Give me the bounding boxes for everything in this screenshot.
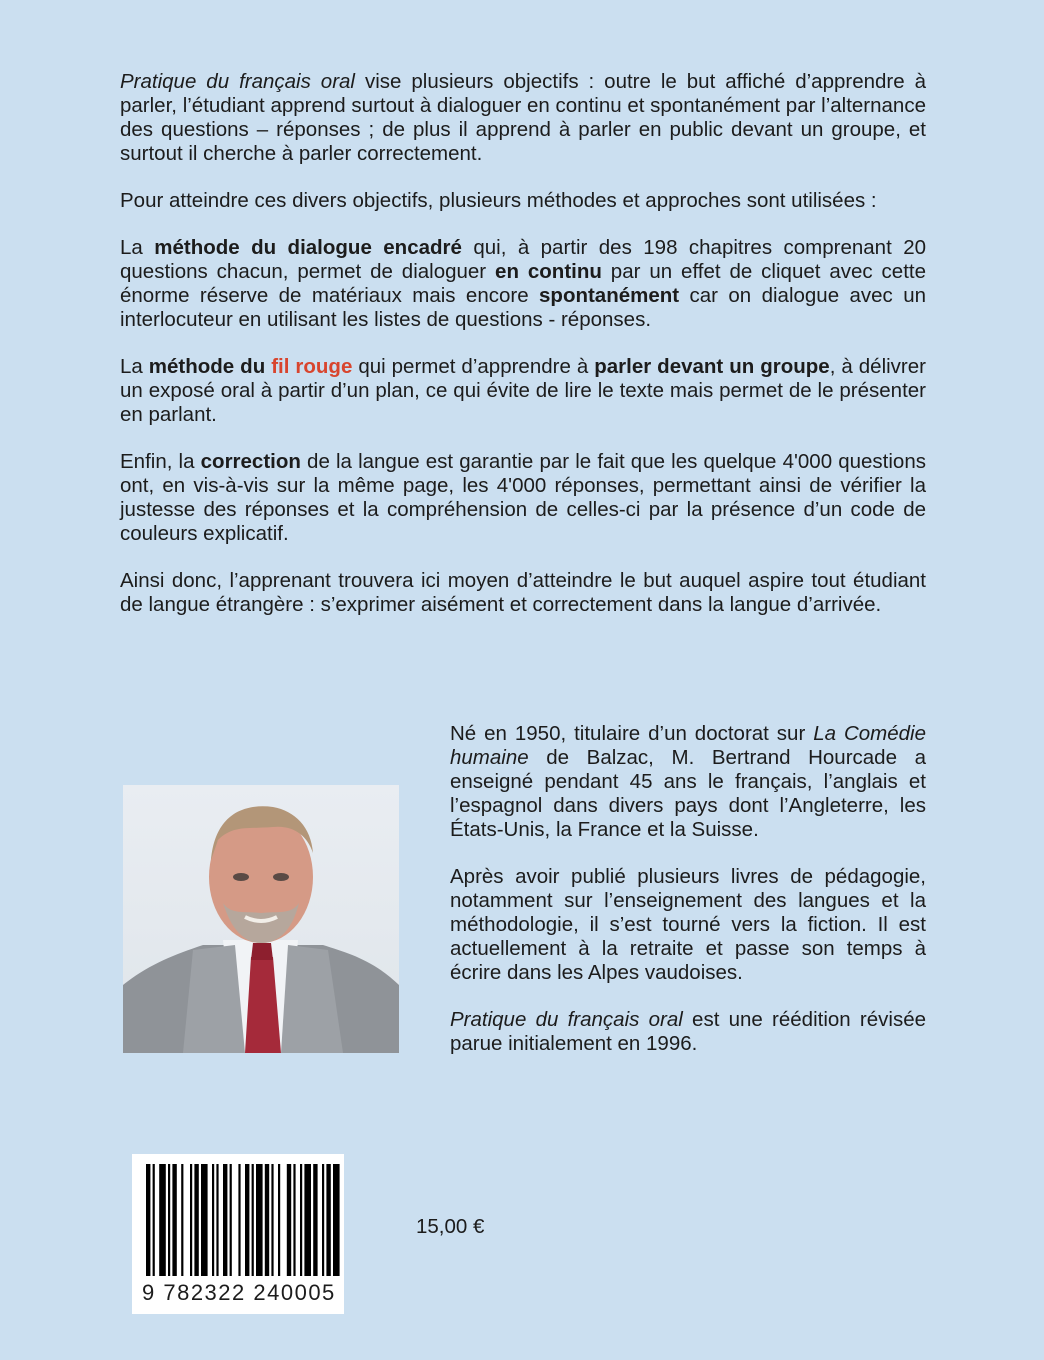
barcode-bar xyxy=(201,1164,208,1276)
barcode-bar xyxy=(216,1164,218,1276)
barcode-bar xyxy=(181,1164,183,1276)
barcode-bar xyxy=(322,1164,324,1276)
price: 15,00 € xyxy=(416,1215,485,1238)
barcode-bar xyxy=(252,1164,254,1276)
bio-paragraph-2: Après avoir publié plusieurs livres de pédagogie, notamment sur l’enseignement des langues et la méthodologie, il s’est tourné vers la fiction. Il est actuellement à la retraite et passe son temps à écrire dans les Alpes vaudoises. xyxy=(450,865,926,984)
barcode-bar xyxy=(271,1164,273,1276)
fil-rouge-highlight: fil rouge xyxy=(271,355,353,378)
barcode-bar xyxy=(313,1164,317,1276)
main-text xyxy=(120,70,926,640)
conclusion-paragraph: Ainsi donc, l’apprenant trouvera ici moyen d’atteindre le but auquel aspire tout étudiant de langue étrangère : s’exprimer aisément et correctement dans la langue d’arrivée. xyxy=(120,569,926,616)
barcode-bar xyxy=(293,1164,295,1276)
barcode-bar xyxy=(153,1164,155,1276)
barcode-bar xyxy=(159,1164,166,1276)
isbn-number: 9 782322 240005 xyxy=(142,1280,336,1305)
barcode-bar xyxy=(230,1164,232,1276)
barcode-bar xyxy=(304,1164,311,1276)
method-dialogue-paragraph: La méthode du dialogue encadré qui, à partir des 198 chapitres comprenant 20 questions chacun, permet de dialoguer en continu par un effet de cliquet avec cette énorme réserve de matériaux mais encore spontanément car on dialogue avec un interlocuteur en utilisant les listes de questions - réponses. xyxy=(120,236,926,331)
barcode-bar xyxy=(265,1164,269,1276)
method-fil-rouge-paragraph: La méthode du fil rouge qui permet d’apprendre à parler devant un groupe, à délivrer un exposé oral à partir d’un plan, ce qui évite de lire le texte mais permet de le présenter en parlant. xyxy=(120,355,926,426)
author-photo xyxy=(123,785,399,1053)
book-title: Pratique du français oral xyxy=(120,70,355,93)
barcode-bar xyxy=(326,1164,330,1276)
barcode-bar xyxy=(256,1164,263,1276)
barcode-bar xyxy=(238,1164,240,1276)
barcode-bar xyxy=(223,1164,227,1276)
correction-paragraph: Enfin, la correction de la langue est garantie par le fait que les quelque 4'000 questions ont, en vis-à-vis sur la même page, les 4'000 réponses, permettant ainsi de vérifier la justesse des réponses et la compréhension de celles-ci par la présence d’un code de couleurs explicatif. xyxy=(120,450,926,545)
bio-paragraph-1: Né en 1950, titulaire d’un doctorat sur La Comédie humaine de Balzac, M. Bertrand Hourcade a enseigné pendant 45 ans le français, l’anglais et l’espagnol dans divers pays dont l’Angleterre, les États-Unis, la France et la Suisse. xyxy=(450,722,926,841)
barcode-bar xyxy=(190,1164,192,1276)
barcode-bar xyxy=(172,1164,176,1276)
barcode-bar xyxy=(278,1164,280,1276)
barcode xyxy=(132,1154,344,1314)
barcode-bars xyxy=(132,1154,344,1280)
author-bio xyxy=(450,722,926,1079)
barcode-bar xyxy=(245,1164,249,1276)
barcode-bar xyxy=(287,1164,291,1276)
barcode-bar xyxy=(333,1164,340,1276)
barcode-bar xyxy=(300,1164,302,1276)
barcode-bar xyxy=(168,1164,170,1276)
bio-paragraph-3: Pratique du français oral est une réédition révisée parue initialement en 1996. xyxy=(450,1008,926,1055)
barcode-bar xyxy=(146,1164,150,1276)
barcode-bar xyxy=(212,1164,214,1276)
barcode-bar xyxy=(194,1164,198,1276)
intro-paragraph: Pratique du français oral vise plusieurs objectifs : outre le but affiché d’apprendre à parler, l’étudiant apprend surtout à dialoguer en continu et spontanément par l’alternance des questions – réponses ; de plus il apprend à parler en public devant un groupe, et surtout il cherche à parler correctement. xyxy=(120,70,926,165)
methods-intro-paragraph: Pour atteindre ces divers objectifs, plusieurs méthodes et approches sont utilisées : xyxy=(120,189,877,212)
